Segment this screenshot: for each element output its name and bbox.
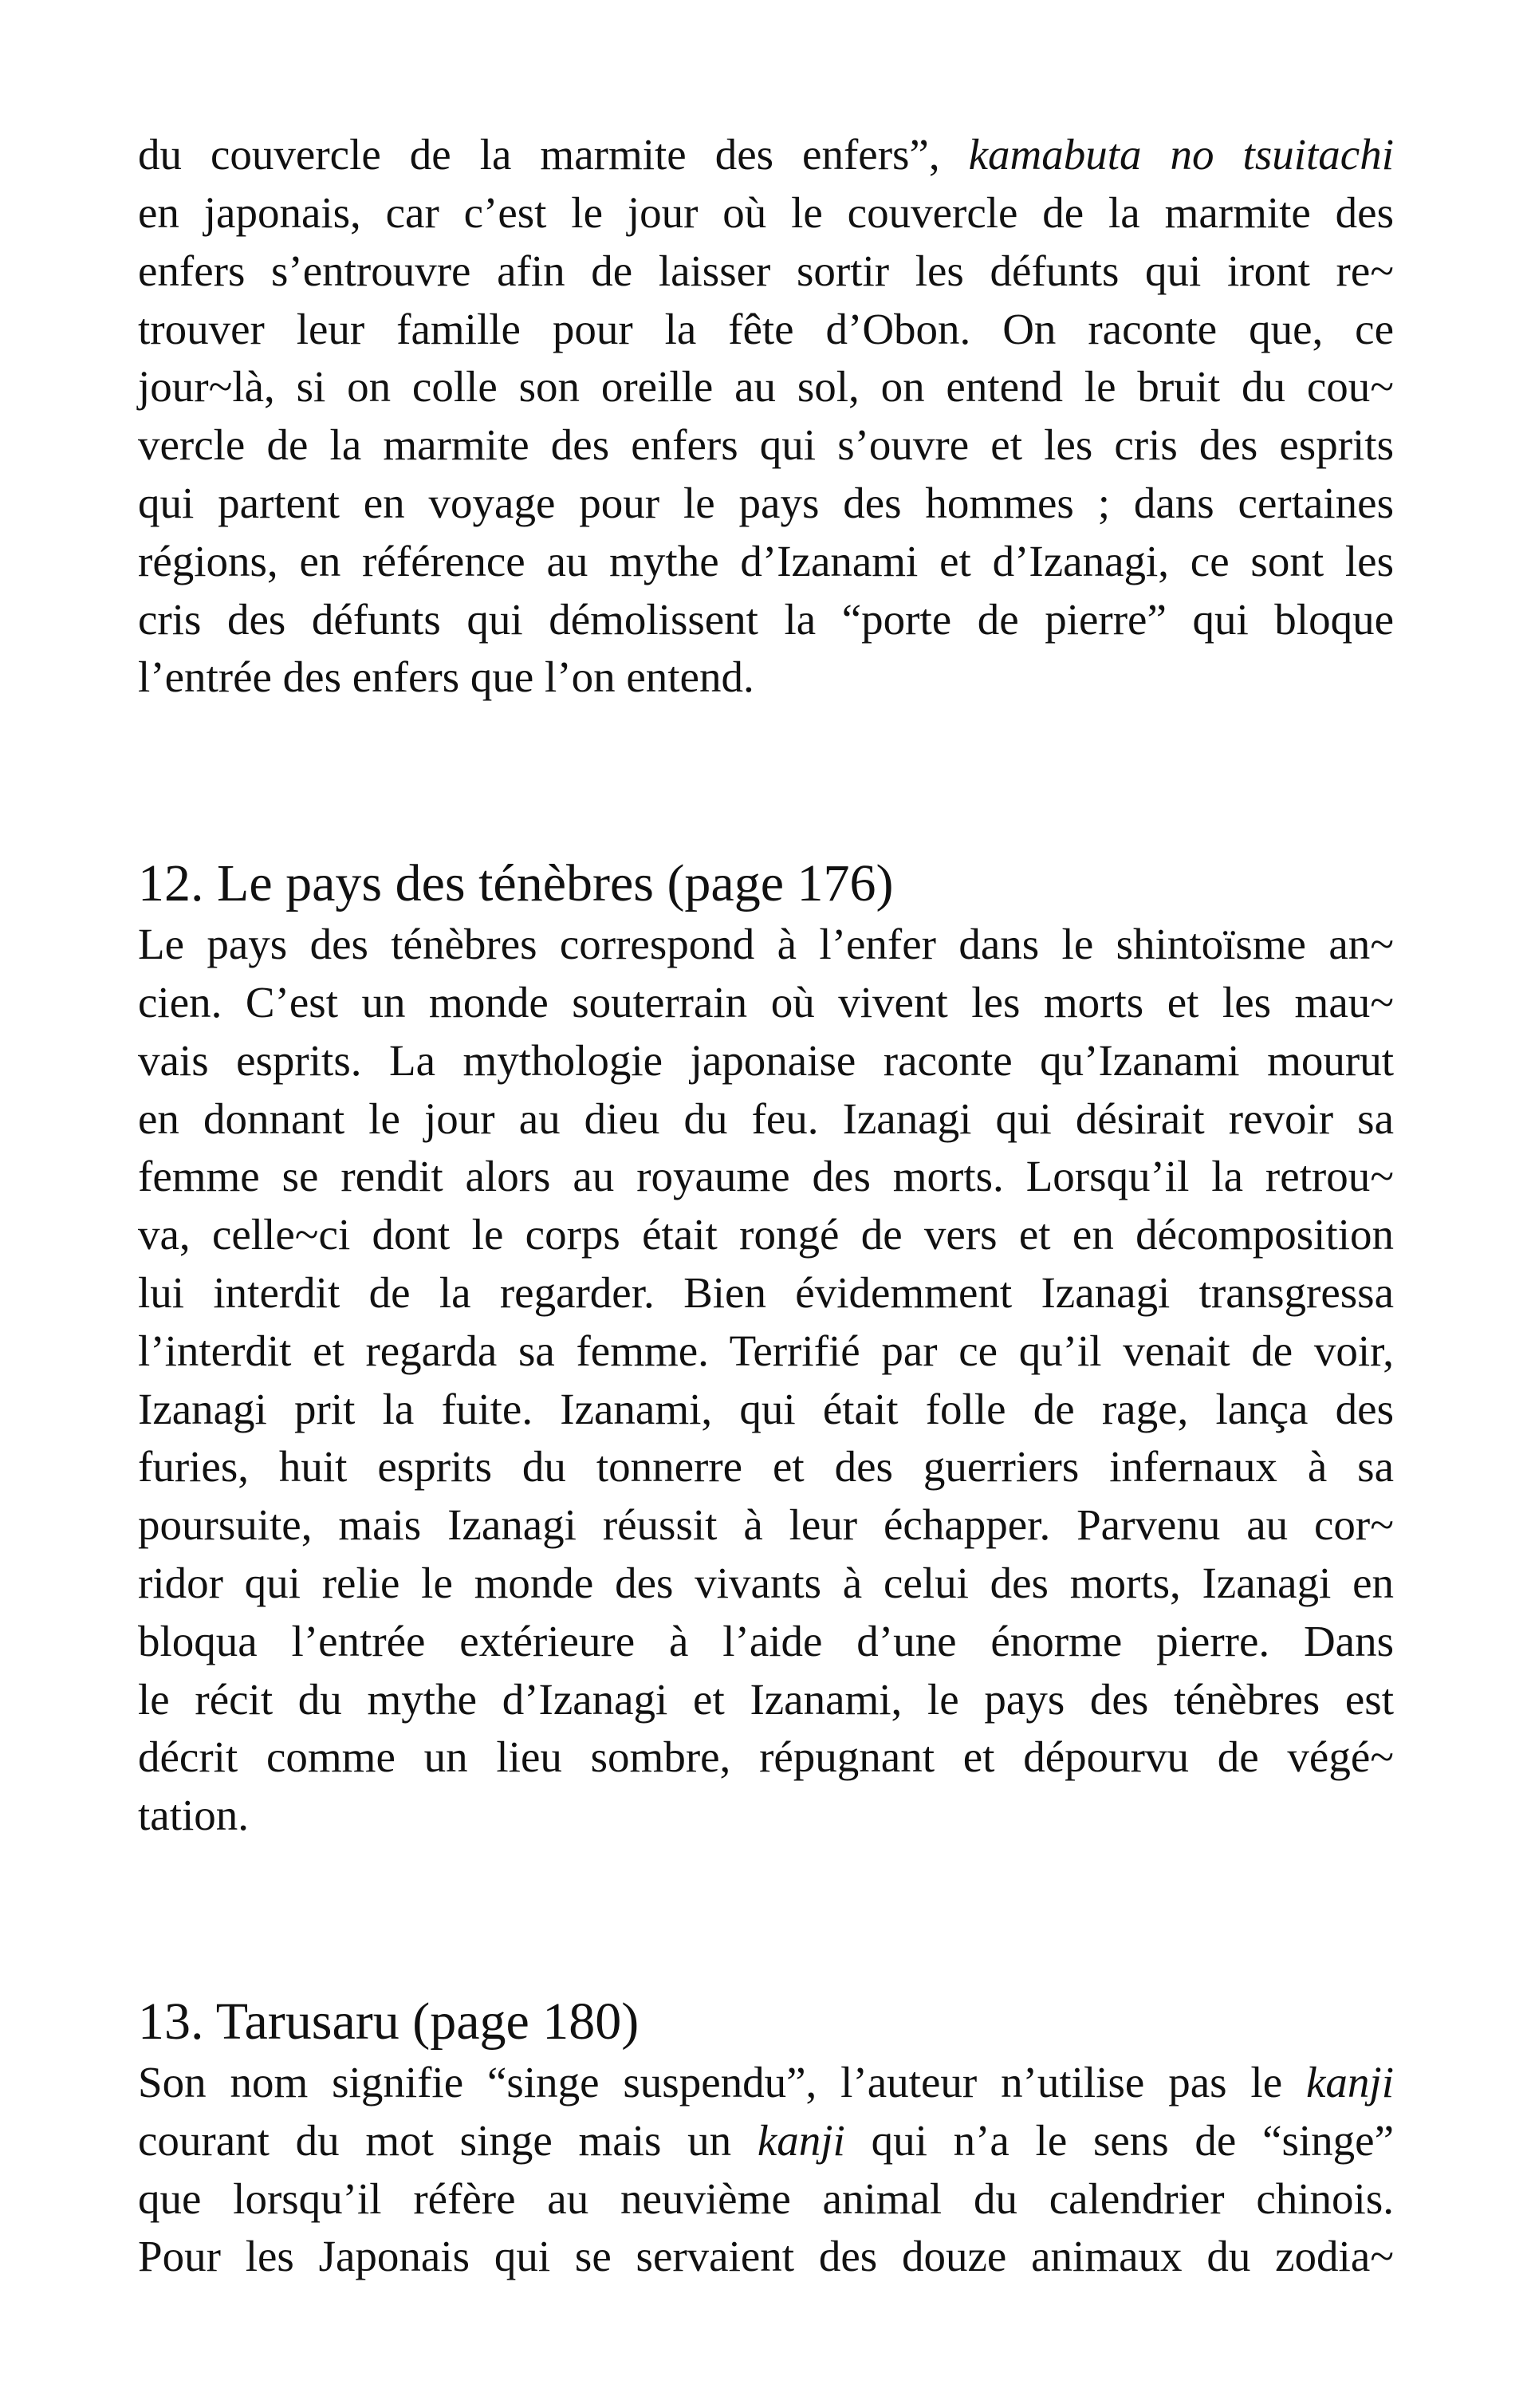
- line-text: qui partent en voyage pour le pays des hommes ; dans certaines: [138, 478, 1394, 527]
- text-line: [138, 1210, 1394, 1259]
- line-text: qui n’a le sens de “singe”: [844, 2115, 1394, 2165]
- line-text: l’entrée des enfers que l’on entend.: [138, 652, 754, 702]
- line-text: l’interdit et regarda sa femme. Terrifié par ce qu’il venait de voir,: [138, 1326, 1394, 1375]
- text-line: [138, 1791, 1394, 1840]
- line-text: cris des défunts qui démolissent la “porte de pierre” qui bloque: [138, 594, 1394, 644]
- line-text: furies, huit esprits du tonnerre et des guerriers infernaux à sa: [138, 1442, 1394, 1492]
- text-line: [138, 1674, 1394, 1724]
- italic-term: kamabuta no tsuitachi: [968, 130, 1394, 179]
- line-text: décrit comme un lieu sombre, répugnant et dépourvu de végé~: [138, 1732, 1394, 1782]
- line-text: bloqua l’entrée extérieure à l’aide d’une énorme pierre. Dans: [138, 1616, 1394, 1665]
- line-text: tation.: [138, 1791, 250, 1840]
- text-line: [138, 2232, 1394, 2281]
- text-line: [138, 594, 1394, 644]
- section-heading: 12. Le pays des ténèbres (page 176): [138, 853, 894, 912]
- text-line: [138, 977, 1394, 1027]
- line-text: Son nom signifie “singe suspendu”, l’auteur n’utilise pas le: [138, 2057, 1307, 2107]
- text-line: [138, 1500, 1394, 1550]
- text-line: [138, 1442, 1394, 1492]
- section-heading: 13. Tarusaru (page 180): [138, 1992, 640, 2051]
- text-line: [138, 652, 1394, 702]
- text-line: [138, 1267, 1394, 1317]
- line-text: en japonais, car c’est le jour où le couvercle de la marmite des: [138, 187, 1394, 237]
- text-line: [138, 1384, 1394, 1433]
- line-text: du couvercle de la marmite des enfers”,: [138, 130, 969, 179]
- text-line: [138, 420, 1394, 470]
- line-text: va, celle~ci dont le corps était rongé de vers et en décomposition: [138, 1210, 1394, 1259]
- line-text: femme se rendit alors au royaume des morts. Lorsqu’il la retrou~: [138, 1152, 1394, 1201]
- line-text: régions, en référence au mythe d’Izanami et d’Izanagi, ce sont les: [138, 536, 1394, 585]
- line-text: le récit du mythe d’Izanagi et Izanami, le pays des ténèbres est: [138, 1674, 1394, 1724]
- line-text: vais esprits. La mythologie japonaise raconte qu’Izanami mourut: [138, 1035, 1394, 1085]
- text-line: [138, 187, 1394, 237]
- italic-term: kanji: [757, 2115, 845, 2165]
- line-text: courant du mot singe mais un: [138, 2115, 758, 2165]
- line-text: jour~là, si on colle son oreille au sol, on entend le bruit du cou~: [138, 362, 1394, 412]
- text-line: [138, 478, 1394, 527]
- italic-term: kanji: [1306, 2057, 1394, 2107]
- line-text: vercle de la marmite des enfers qui s’ouvre et les cris des esprits: [138, 420, 1394, 470]
- line-text: enfers s’entrouvre afin de laisser sortir les défunts qui iront re~: [138, 246, 1394, 295]
- text-line: [138, 246, 1394, 295]
- line-text: en donnant le jour au dieu du feu. Izanagi qui désirait revoir sa: [138, 1094, 1394, 1143]
- line-text: que lorsqu’il réfère au neuvième animal du calendrier chinois.: [138, 2174, 1394, 2223]
- text-line: [138, 1035, 1394, 1085]
- text-line: [138, 2115, 1394, 2165]
- text-line: [138, 2057, 1394, 2107]
- line-text: Pour les Japonais qui se servaient des douze animaux du zodia~: [138, 2232, 1394, 2281]
- line-text: poursuite, mais Izanagi réussit à leur échapper. Parvenu au cor~: [138, 1500, 1394, 1550]
- line-text: trouver leur famille pour la fête d’Obon. On raconte que, ce: [138, 304, 1394, 353]
- line-text: cien. C’est un monde souterrain où vivent les morts et les mau~: [138, 977, 1394, 1027]
- text-line: [138, 1094, 1394, 1143]
- text-line: [138, 536, 1394, 585]
- line-text: ridor qui relie le monde des vivants à celui des morts, Izanagi en: [138, 1558, 1394, 1607]
- line-text: Le pays des ténèbres correspond à l’enfer dans le shintoïsme an~: [138, 920, 1394, 969]
- text-line: [138, 304, 1394, 353]
- text-line: [138, 1152, 1394, 1201]
- text-line: [138, 2174, 1394, 2223]
- text-line: [138, 920, 1394, 969]
- text-line: [138, 1558, 1394, 1607]
- text-line: [138, 1732, 1394, 1782]
- text-line: [138, 1326, 1394, 1375]
- text-line: [138, 1616, 1394, 1665]
- text-line: [138, 362, 1394, 412]
- text-line: [138, 130, 1394, 179]
- line-text: Izanagi prit la fuite. Izanami, qui était folle de rage, lança des: [138, 1384, 1394, 1433]
- line-text: lui interdit de la regarder. Bien évidemment Izanagi transgressa: [138, 1267, 1394, 1317]
